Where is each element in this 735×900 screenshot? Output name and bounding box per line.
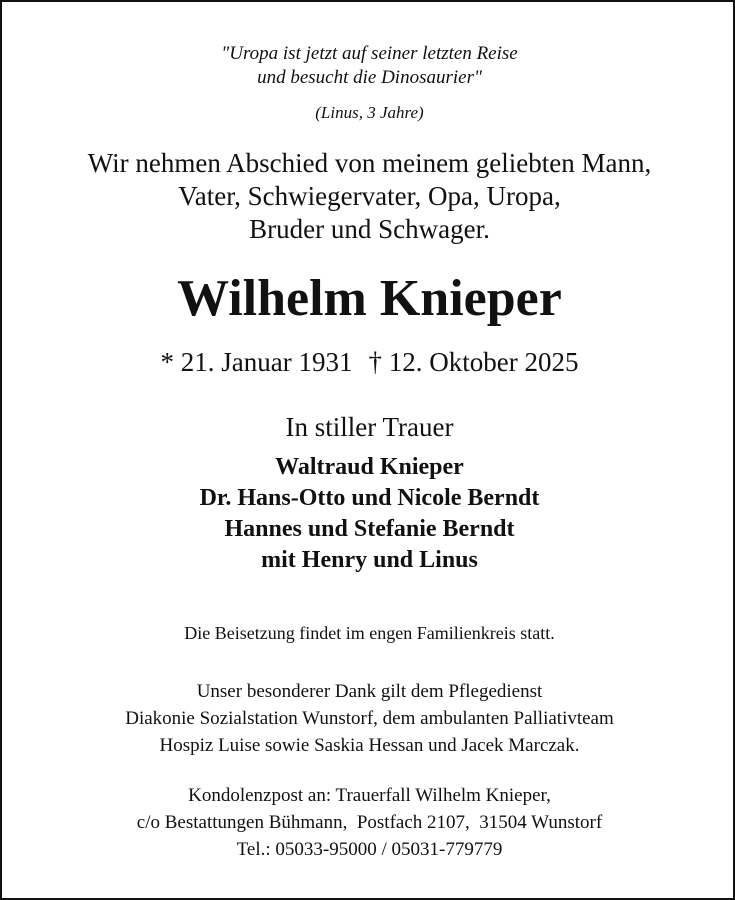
thanks-line: Unser besonderer Dank gilt dem Pflegedienst (196, 681, 543, 702)
contact-line: c/o Bestattungen Bühmann, Postfach 2107, 31504 Wunstorf (136, 812, 603, 833)
birth-date: * 21. Januar 1931 (160, 347, 353, 377)
farewell-line: Wir nehmen Abschied von meinem geliebten Mann, (87, 148, 652, 178)
contact-line: Tel.: 05033-95000 / 05031-779779 (236, 839, 503, 860)
mourner-name: Waltraud Knieper (275, 454, 464, 480)
thanks-text (2, 678, 735, 759)
mourner-name: Hannes und Stefanie Berndt (224, 516, 515, 542)
mourning-heading: In stiller Trauer (285, 412, 454, 442)
farewell-text (2, 147, 735, 246)
death-date: † 12. Oktober 2025 (368, 347, 579, 377)
mourner-name: Dr. Hans-Otto und Nicole Berndt (199, 485, 540, 511)
farewell-line: Bruder und Schwager. (249, 214, 490, 244)
thanks-line: Hospiz Luise sowie Saskia Hessan und Jacek Marczak. (159, 735, 580, 756)
mourners-list (2, 452, 735, 576)
deceased-name: Wilhelm Knieper (177, 270, 562, 327)
quote-line: und besucht die Dinosaurier" (257, 67, 482, 88)
contact-line: Kondolenzpost an: Trauerfall Wilhelm Knieper, (188, 785, 551, 806)
burial-notice: Die Beisetzung findet im engen Familienkreis statt. (184, 623, 555, 643)
life-dates (2, 346, 735, 378)
quote-line: "Uropa ist jetzt auf seiner letzten Reise (221, 43, 518, 64)
mourner-name: mit Henry und Linus (261, 547, 478, 573)
quote-attribution: (Linus, 3 Jahre) (315, 103, 424, 122)
contact-info (2, 782, 735, 863)
farewell-line: Vater, Schwiegervater, Opa, Uropa, (178, 181, 561, 211)
quote (2, 42, 735, 90)
thanks-line: Diakonie Sozialstation Wunstorf, dem ambulanten Palliativteam (125, 708, 614, 729)
